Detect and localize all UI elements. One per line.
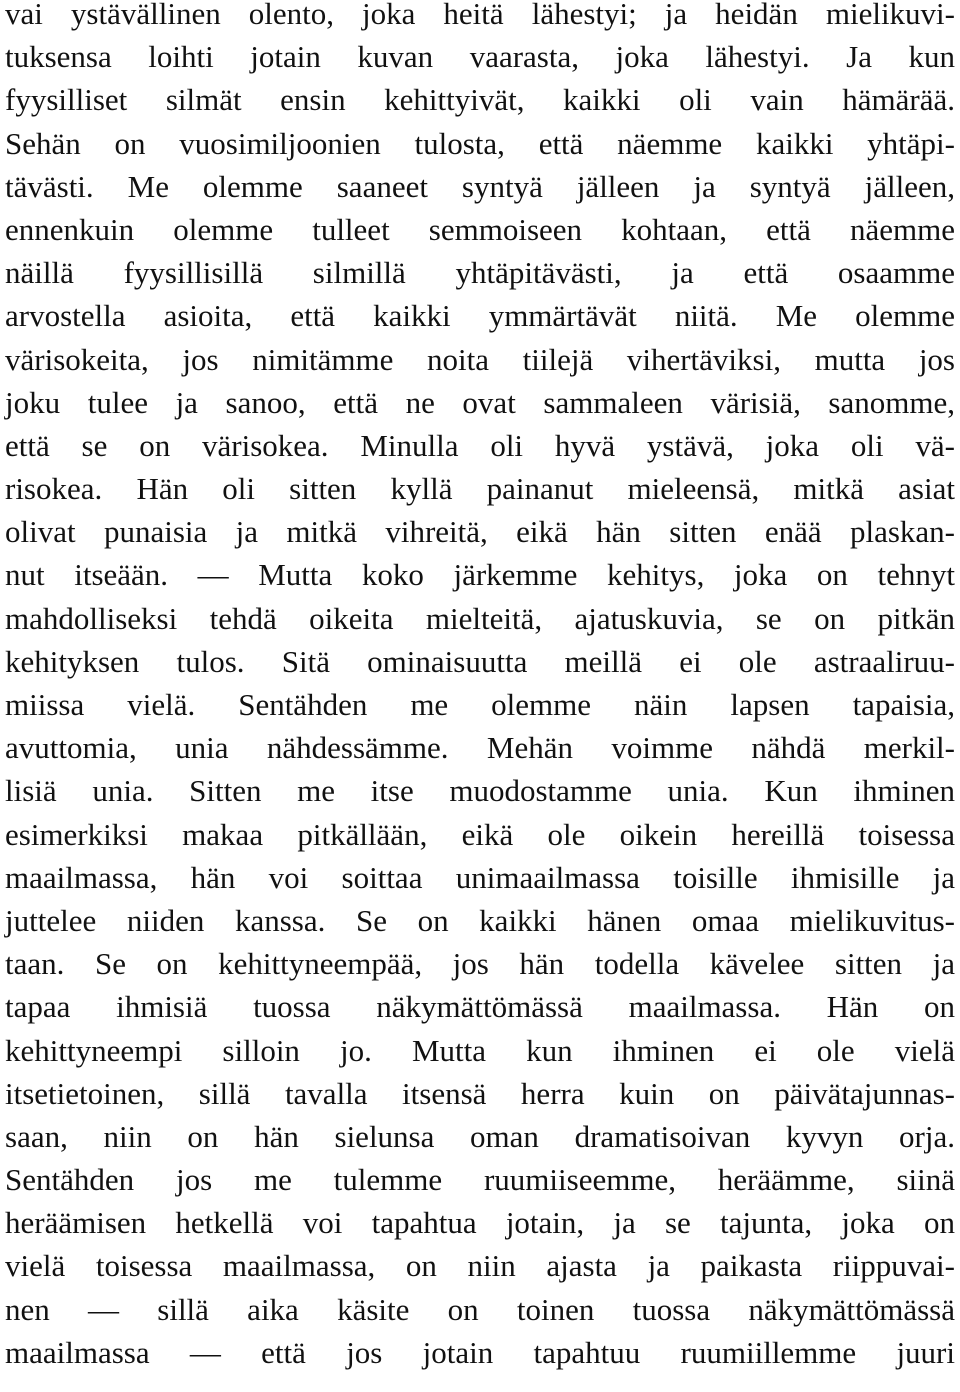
text-line: tävästi. Me olemme saaneet syntyä jälleen ja syntyä jälleen,: [5, 168, 955, 204]
text-line: maailmassa, hän voi soittaa unimaailmassa toisille ihmisille ja: [5, 859, 955, 895]
text-line: fyysilliset silmät ensin kehittyivät, kaikki oli vain hämärää.: [5, 82, 955, 118]
text-line: vai ystävällinen olento, joka heitä lähestyi; ja heidän mielikuvi-: [5, 0, 955, 31]
text-line: juttelee niiden kanssa. Se on kaikki hänen omaa mielikuvitus-: [5, 902, 955, 938]
text-line: tapaa ihmisiä tuossa näkymättömässä maailmassa. Hän on: [5, 989, 955, 1025]
text-line: vielä toisessa maailmassa, on niin ajasta ja paikasta riippuvai-: [5, 1248, 955, 1284]
text-line: Sehän on vuosimiljoonien tulosta, että näemme kaikki yhtäpi-: [5, 125, 955, 161]
text-line: taan. Se on kehittyneempää, jos hän todella kävelee sitten ja: [5, 946, 955, 982]
text-line: esimerkiksi makaa pitkällään, eikä ole oikein hereillä toisessa: [5, 816, 955, 852]
text-line: näillä fyysillisillä silmillä yhtäpitävästi, ja että osaamme: [5, 255, 955, 291]
text-line: nut itseään. — Mutta koko järkemme kehitys, joka on tehnyt: [5, 557, 955, 593]
text-line: kehityksen tulos. Sitä ominaisuutta meillä ei ole astraaliruu-: [5, 643, 955, 679]
text-line: miissa vielä. Sentähden me olemme näin lapsen tapaisia,: [5, 687, 955, 722]
text-line: värisokeita, jos nimitämme noita tiilejä vihertäviksi, mutta jos: [5, 341, 955, 377]
text-line: kehittyneempi silloin jo. Mutta kun ihminen ei ole vielä: [5, 1032, 955, 1068]
text-line: maailmassa — että jos jotain tapahtuu ruumiillemme juuri: [5, 1334, 955, 1370]
text-line: avuttomia, unia nähdessämme. Mehän voimme nähdä merkil-: [5, 730, 955, 766]
text-line: Sentähden jos me tulemme ruumiiseemme, heräämme, siinä: [5, 1162, 955, 1198]
text-line: risokea. Hän oli sitten kyllä painanut mieleensä, mitkä asiat: [5, 471, 955, 507]
text-line: itsetietoinen, sillä tavalla itsensä herra kuin on päivätajunnas-: [5, 1075, 955, 1111]
text-line: saan, niin on hän sielunsa oman dramatisoivan kyvyn orja.: [5, 1118, 955, 1154]
text-line: olivat punaisia ja mitkä vihreitä, eikä hän sitten enää plaskan-: [5, 514, 955, 550]
text-line: arvostella asioita, että kaikki ymmärtävät niitä. Me olemme: [5, 298, 955, 334]
text-line: että se on värisokea. Minulla oli hyvä ystävä, joka oli vä-: [5, 427, 955, 463]
text-line: nen — sillä aika käsite on toinen tuossa näkymättömässä: [5, 1291, 955, 1327]
text-line: heräämisen hetkellä voi tapahtua jotain, ja se tajunta, joka on: [5, 1205, 955, 1241]
text-line: lisiä unia. Sitten me itse muodostamme unia. Kun ihminen: [5, 773, 955, 809]
text-line: tuksensa loihti jotain kuvan vaarasta, joka lähestyi. Ja kun: [5, 39, 955, 75]
body-text: [5, 0, 955, 1374]
text-line: mahdolliseksi tehdä oikeita mielteitä, ajatuskuvia, se on pitkän: [5, 600, 955, 636]
text-line: ennenkuin olemme tulleet semmoiseen kohtaan, että näemme: [5, 211, 955, 247]
text-line: joku tulee ja sanoo, että ne ovat sammaleen värisiä, sanomme,: [5, 384, 955, 420]
